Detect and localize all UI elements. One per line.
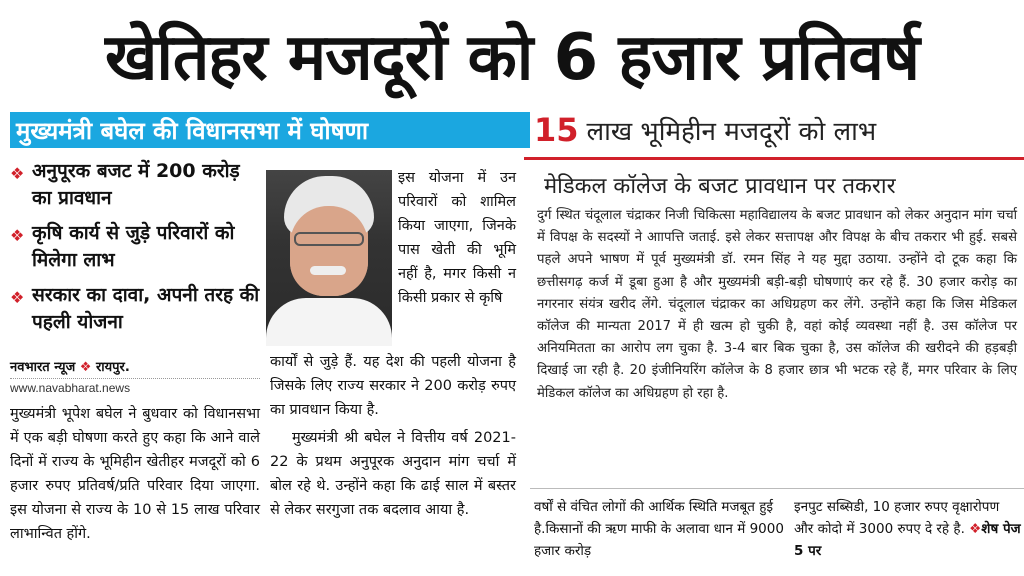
subhead-left: मुख्यमंत्री बघेल की विधानसभा में घोषणा	[10, 112, 530, 148]
diamond-bullet-icon: ❖	[79, 360, 92, 375]
bullet-text: अनुपूरक बजट में 200 करोड़ का प्रावधान	[32, 160, 240, 209]
left-column-body: मुख्यमंत्री भूपेश बघेल ने बुधवार को विधानसभा में एक बड़ी घोषणा करते हुए कहा कि आने वाले दिनों में राज्य के भूमिहीन खेतीहर मजदूरों को 6 हजार रुपए प्रतिवर्ष/प्रति परिवार दिया जाएगा. इस योजना से राज्य के 10 से 15 लाख परिवार लाभान्वित होंगे.	[10, 406, 260, 542]
diamond-bullet-icon: ❖	[10, 226, 25, 245]
continued-text: शेष पेज 5 पर	[794, 521, 1021, 559]
website-url: www.navabharat.news	[10, 381, 131, 395]
bullet-item	[10, 220, 260, 274]
byline-place: रायपुर.	[95, 360, 130, 375]
middle-column-bottom	[270, 350, 516, 522]
middle-column-top: इस योजना में उन परिवारों को शामिल किया जाएगा, जिनके पास खेती की भूमि नहीं है, मगर किसी न किसी प्रकार से कृषि	[398, 170, 516, 306]
divider	[530, 488, 1024, 489]
box-body: दुर्ग स्थित चंदूलाल चंद्राकर निजी चिकित्सा महाविद्यालय के बजट प्रावधान को लेकर अनुदान मांग चर्चा में विपक्ष के सदस्यों ने आापत्ति जताई. इसे लेकर सत्तापक्ष और विपक्ष के बीच तकरार भी हुई. सबसे पहले अपने भाषण में पूर्व मुख्यमंत्री डॉ. रमन सिंह ने यह मुद्दा उठाया. उन्होंने दो टूक कहा कि छत्तीसगढ़ कर्ज में डूबा हुआ है और मुख्यमंत्री बड़ी-बड़ी घोषणाएं कर रहे हैं. 30 हजार करोड़ का नगरनार संयंत्र खरीद लेंगे. चंदूलाल चंद्राकर का अधिग्रहण कर लेंगे. उन्होंने कहा कि जिस मेडिकल कॉलेज की मान्यता 2017 में ही खत्म हो चुकी है, वहां कोई व्यवस्था नहीं है. उस कॉलेज पर अनियमितता का आरोप लग चुका है. 3-4 बार बिक चुका है, उस कॉलेज की खरीदने की हड़बड़ी दिखाई जा रही है. 20 इंजीनियरिंग कॉलेज के 8 हजार छात्र भी भटक रहे हैं, मगर परिवार के लिए मेडिकल कॉलेज का अधिग्रहण हो रहा है.	[537, 208, 1017, 401]
column-5-text: इनपुट सब्सिडी, 10 हजार रुपए वृक्षारोपण और कोदो में 3000 रुपए दे रहे है.	[794, 499, 1000, 537]
headline: खेतिहर मजदूरों को 6 हजार प्रतिवर्ष	[104, 20, 919, 95]
subhead-right	[534, 110, 1019, 150]
bullet-list	[10, 158, 260, 344]
byline-source: नवभारत न्यूज	[10, 360, 76, 375]
subhead-text: लाख भूमिहीन मजदूरों को लाभ	[586, 117, 877, 147]
diamond-bullet-icon: ❖	[10, 288, 25, 307]
bullet-item	[10, 158, 260, 212]
bullet-item	[10, 282, 260, 336]
column-4-body: वर्षों से वंचित लोगों की आर्थिक स्थिति मजबूत हुई है.किसानों की ऋण माफी के अलावा धान में 9000 हजार करोड़	[534, 499, 784, 559]
column-5-body	[794, 496, 1022, 562]
bullet-text: सरकार का दावा, अपनी तरह की पहली योजना	[32, 284, 260, 333]
diamond-bullet-icon: ❖	[10, 164, 25, 183]
middle-paragraph: कार्यों से जुड़े हैं. यह देश की पहली योजना है जिसके लिए राज्य सरकार ने 200 करोड़ रुपए का प्रावधान किया है.	[270, 354, 516, 418]
box-heading: मेडिकल कॉलेज के बजट प्रावधान पर तकरार	[544, 174, 896, 199]
middle-paragraph: मुख्यमंत्री श्री बघेल ने वित्तीय वर्ष 2021-22 के प्रथम अनुपूरक अनुदान मांग चर्चा में बोल रहे थे. उन्होंने कहा कि ढाई साल में बस्तर से लेकर सरगुजा तक बदलाव आया है.	[270, 430, 516, 518]
subhead-number: 15	[534, 111, 579, 149]
portrait-photo	[266, 170, 392, 346]
bullet-text: कृषि कार्य से जुड़े परिवारों को मिलेगा लाभ	[32, 222, 235, 271]
byline	[10, 357, 260, 379]
diamond-bullet-icon: ❖	[969, 521, 982, 537]
red-divider	[524, 157, 1024, 160]
